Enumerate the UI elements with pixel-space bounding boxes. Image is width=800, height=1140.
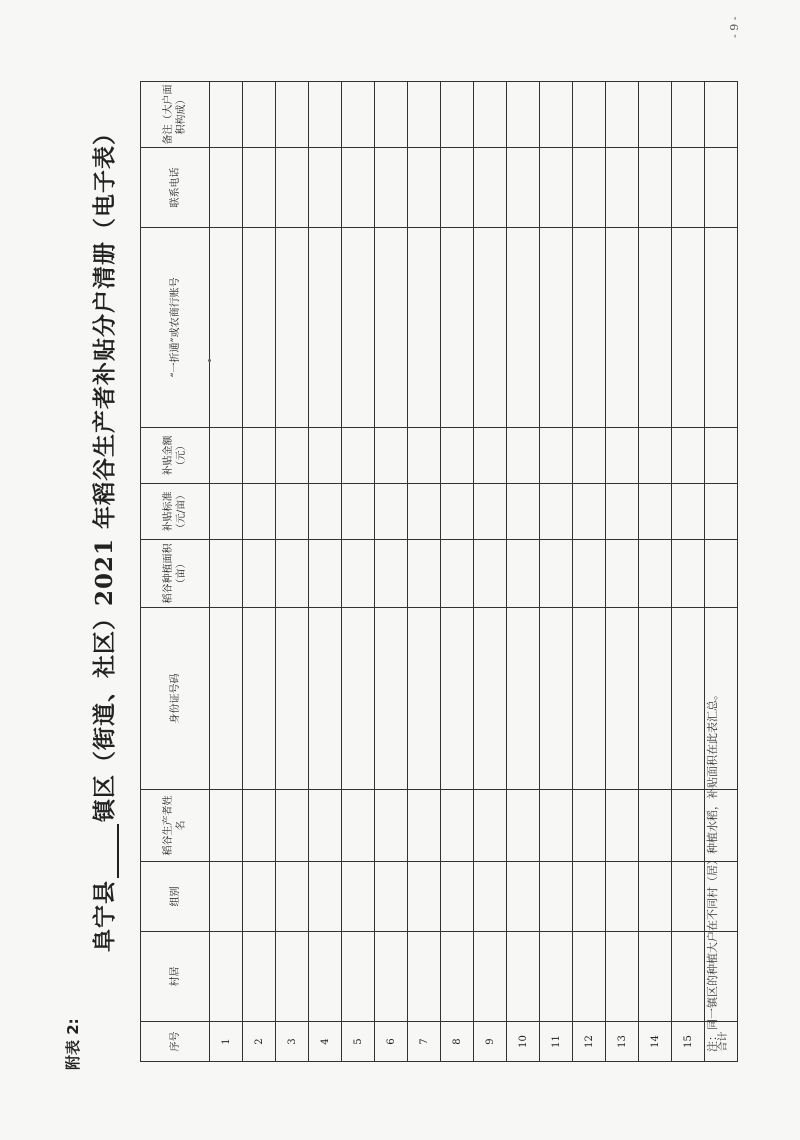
empty-cell (375, 148, 408, 228)
empty-cell (375, 228, 408, 428)
empty-cell (375, 608, 408, 790)
empty-cell (573, 484, 606, 540)
empty-cell (639, 862, 672, 932)
empty-cell (705, 228, 738, 428)
empty-cell (507, 428, 540, 484)
empty-cell (474, 540, 507, 608)
row-number-cell: 1 (210, 1022, 243, 1062)
empty-cell (441, 82, 474, 148)
empty-cell (276, 148, 309, 228)
empty-cell (342, 148, 375, 228)
empty-cell (474, 484, 507, 540)
header-cell: 组别 (141, 862, 210, 932)
empty-cell (441, 608, 474, 790)
scan-speck (208, 359, 211, 362)
empty-cell (309, 540, 342, 608)
empty-cell (639, 484, 672, 540)
empty-cell (474, 790, 507, 862)
empty-cell (540, 82, 573, 148)
table-row (276, 82, 309, 1062)
empty-cell (540, 790, 573, 862)
form-title (86, 121, 119, 952)
empty-cell (507, 862, 540, 932)
empty-cell (210, 862, 243, 932)
empty-cell (639, 148, 672, 228)
empty-cell (210, 540, 243, 608)
empty-cell (408, 540, 441, 608)
empty-cell (441, 148, 474, 228)
empty-cell (342, 862, 375, 932)
empty-cell (507, 228, 540, 428)
header-cell: 备注（大户面积构成） (141, 82, 210, 148)
empty-cell (243, 932, 276, 1022)
table-row (375, 82, 408, 1062)
empty-cell (276, 82, 309, 148)
empty-cell (540, 428, 573, 484)
table-row (474, 82, 507, 1062)
empty-cell (507, 540, 540, 608)
empty-cell (342, 932, 375, 1022)
empty-cell (606, 862, 639, 932)
empty-cell (309, 932, 342, 1022)
header-cell: 补贴金额（元） (141, 428, 210, 484)
empty-cell (375, 484, 408, 540)
empty-cell (309, 608, 342, 790)
header-cell: 身份证号码 (141, 608, 210, 790)
empty-cell (672, 228, 705, 428)
table-row (639, 82, 672, 1062)
empty-cell (672, 82, 705, 148)
title-blank-line (95, 824, 119, 878)
empty-cell (573, 540, 606, 608)
empty-cell (210, 932, 243, 1022)
row-number-cell: 4 (309, 1022, 342, 1062)
empty-cell (507, 148, 540, 228)
empty-cell (243, 862, 276, 932)
title-suffix: 镇区（街道、社区）2021 年稻谷生产者补贴分户清册（电子表） (91, 120, 118, 822)
row-number-cell: 12 (573, 1022, 606, 1062)
table-row (309, 82, 342, 1062)
empty-cell (672, 862, 705, 932)
empty-cell (639, 790, 672, 862)
empty-cell (243, 790, 276, 862)
empty-cell (342, 228, 375, 428)
empty-cell (606, 428, 639, 484)
empty-cell (639, 540, 672, 608)
table-row (243, 82, 276, 1062)
empty-cell (210, 228, 243, 428)
empty-cell (276, 932, 309, 1022)
header-cell: 稻谷生产者姓名 (141, 790, 210, 862)
table-row (342, 82, 375, 1062)
empty-cell (672, 484, 705, 540)
empty-cell (342, 484, 375, 540)
empty-cell (309, 148, 342, 228)
empty-cell (705, 428, 738, 484)
table-row (441, 82, 474, 1062)
empty-cell (705, 82, 738, 148)
row-number-cell: 合计 (705, 1022, 738, 1062)
empty-cell (375, 932, 408, 1022)
empty-cell (408, 790, 441, 862)
page-number: - 9 - (728, 16, 741, 38)
empty-cell (672, 428, 705, 484)
empty-cell (309, 790, 342, 862)
empty-cell (540, 608, 573, 790)
empty-cell (375, 428, 408, 484)
empty-cell (540, 540, 573, 608)
empty-cell (210, 790, 243, 862)
empty-cell (375, 862, 408, 932)
empty-cell (441, 790, 474, 862)
empty-cell (243, 82, 276, 148)
table-row (573, 82, 606, 1062)
empty-cell (408, 148, 441, 228)
empty-cell (276, 228, 309, 428)
empty-cell (474, 932, 507, 1022)
empty-cell (540, 228, 573, 428)
empty-cell (276, 862, 309, 932)
empty-cell (507, 608, 540, 790)
row-number-cell: 13 (606, 1022, 639, 1062)
empty-cell (408, 932, 441, 1022)
empty-cell (540, 148, 573, 228)
empty-cell (243, 540, 276, 608)
empty-cell (276, 540, 309, 608)
header-cell: 村居 (141, 932, 210, 1022)
empty-cell (672, 932, 705, 1022)
row-number-cell: 15 (672, 1022, 705, 1062)
empty-cell (408, 82, 441, 148)
empty-cell (210, 148, 243, 228)
empty-cell (441, 484, 474, 540)
empty-cell (441, 428, 474, 484)
empty-cell (573, 862, 606, 932)
empty-cell (705, 484, 738, 540)
empty-cell (243, 608, 276, 790)
row-number-cell: 11 (540, 1022, 573, 1062)
empty-cell (606, 228, 639, 428)
empty-cell (309, 82, 342, 148)
table-header-row (141, 82, 210, 1062)
title-prefix: 阜宁县 (91, 880, 118, 952)
row-number-cell: 6 (375, 1022, 408, 1062)
empty-cell (606, 484, 639, 540)
table-row (540, 82, 573, 1062)
header-cell: 补贴标准（元/亩） (141, 484, 210, 540)
empty-cell (276, 608, 309, 790)
empty-cell (309, 484, 342, 540)
empty-cell (342, 428, 375, 484)
header-cell: 联系电话 (141, 148, 210, 228)
empty-cell (408, 484, 441, 540)
empty-cell (474, 862, 507, 932)
empty-cell (507, 484, 540, 540)
empty-cell (474, 608, 507, 790)
empty-cell (573, 428, 606, 484)
empty-cell (672, 148, 705, 228)
empty-cell (606, 148, 639, 228)
row-number-cell: 10 (507, 1022, 540, 1062)
empty-cell (342, 608, 375, 790)
empty-cell (210, 428, 243, 484)
header-cell: 序号 (141, 1022, 210, 1062)
empty-cell (672, 608, 705, 790)
empty-cell (705, 540, 738, 608)
empty-cell (243, 484, 276, 540)
empty-cell (573, 228, 606, 428)
empty-cell (540, 484, 573, 540)
empty-cell (573, 608, 606, 790)
empty-cell (276, 484, 309, 540)
row-number-cell: 5 (342, 1022, 375, 1062)
empty-cell (606, 82, 639, 148)
appendix-label: 附表 2: (64, 1018, 82, 1070)
empty-cell (441, 540, 474, 608)
empty-cell (210, 608, 243, 790)
empty-cell (276, 428, 309, 484)
table-row (507, 82, 540, 1062)
row-number-cell: 14 (639, 1022, 672, 1062)
empty-cell (474, 82, 507, 148)
empty-cell (408, 608, 441, 790)
empty-cell (408, 862, 441, 932)
header-cell: 稻谷种植面积（亩） (141, 540, 210, 608)
empty-cell (573, 148, 606, 228)
empty-cell (375, 790, 408, 862)
empty-cell (441, 862, 474, 932)
empty-cell (375, 82, 408, 148)
empty-cell (606, 790, 639, 862)
empty-cell (639, 228, 672, 428)
empty-cell (408, 428, 441, 484)
table-row (408, 82, 441, 1062)
empty-cell (375, 540, 408, 608)
empty-cell (309, 862, 342, 932)
empty-cell (243, 428, 276, 484)
row-number-cell: 2 (243, 1022, 276, 1062)
empty-cell (573, 790, 606, 862)
row-number-cell: 9 (474, 1022, 507, 1062)
empty-cell (210, 82, 243, 148)
empty-cell (672, 540, 705, 608)
empty-cell (540, 932, 573, 1022)
table-row (210, 82, 243, 1062)
empty-cell (309, 228, 342, 428)
empty-cell (474, 228, 507, 428)
row-number-cell: 3 (276, 1022, 309, 1062)
empty-cell (573, 82, 606, 148)
empty-cell (276, 790, 309, 862)
footnote: 注：同一镇区的种植大户在不同村（居）种植水稻，补贴面积在此表汇总。 (706, 689, 719, 1052)
row-number-cell: 8 (441, 1022, 474, 1062)
empty-cell (507, 932, 540, 1022)
empty-cell (243, 228, 276, 428)
empty-cell (573, 932, 606, 1022)
table-row (672, 82, 705, 1062)
empty-cell (639, 932, 672, 1022)
row-number-cell: 7 (408, 1022, 441, 1062)
subsidy-roster-table (140, 81, 738, 1062)
empty-cell (606, 540, 639, 608)
empty-cell (672, 790, 705, 862)
empty-cell (342, 790, 375, 862)
header-cell: “一折通”或农商行账号 (141, 228, 210, 428)
empty-cell (441, 932, 474, 1022)
empty-cell (507, 790, 540, 862)
empty-cell (309, 428, 342, 484)
empty-cell (639, 428, 672, 484)
empty-cell (639, 608, 672, 790)
empty-cell (342, 82, 375, 148)
empty-cell (408, 228, 441, 428)
empty-cell (243, 148, 276, 228)
empty-cell (540, 862, 573, 932)
table-row (606, 82, 639, 1062)
empty-cell (507, 82, 540, 148)
empty-cell (606, 932, 639, 1022)
empty-cell (606, 608, 639, 790)
empty-cell (474, 428, 507, 484)
empty-cell (441, 228, 474, 428)
empty-cell (474, 148, 507, 228)
empty-cell (342, 540, 375, 608)
empty-cell (210, 484, 243, 540)
empty-cell (705, 148, 738, 228)
empty-cell (639, 82, 672, 148)
